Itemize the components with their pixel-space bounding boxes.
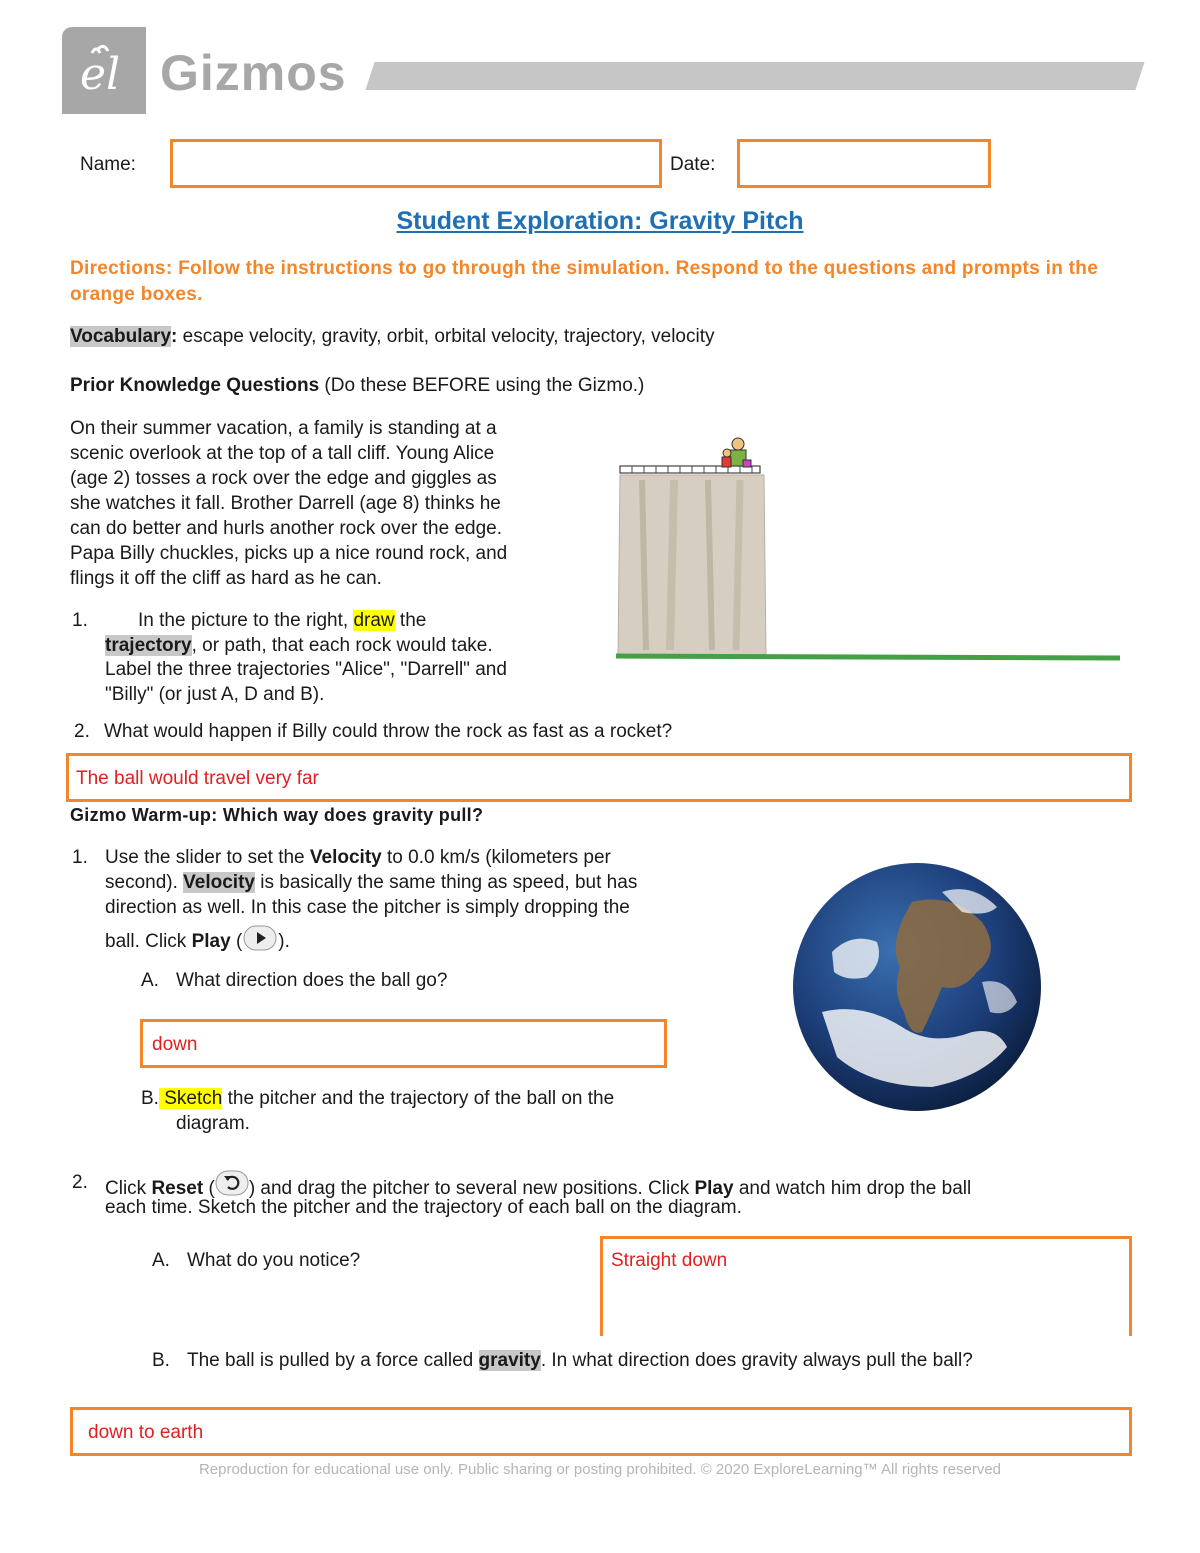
brand-logo: [62, 27, 146, 114]
warmup-q1-text: second).: [105, 872, 184, 893]
warmup-q2b-text: . In what direction does gravity always pull the ball?: [540, 1350, 973, 1371]
warmup-q1a-answer-box[interactable]: [140, 1019, 667, 1068]
warmup-q1-line4: [105, 925, 290, 954]
reset-icon: [215, 1170, 249, 1196]
reset-term: Reset: [151, 1178, 204, 1199]
q2-text: What would happen if Billy could throw the rock as fast as a rocket?: [104, 721, 673, 742]
copyright-footer: Reproduction for educational use only. Public sharing or posting prohibited. © 2020 ExploreLearning™ All rights reserved: [198, 1461, 1002, 1478]
warmup-q1-text: ).: [278, 931, 290, 952]
warmup-q1a-letter: A.: [141, 970, 159, 991]
q1-text: the: [394, 610, 427, 631]
warmup-q1-line1: [105, 845, 611, 870]
warmup-q1a-text: What direction does the ball go?: [176, 970, 448, 991]
velocity-term-highlight: Velocity: [183, 872, 255, 893]
cliff-with-family-illustration: [612, 435, 1124, 665]
warmup-q2b-answer-box[interactable]: [70, 1407, 1132, 1456]
story-paragraph: [70, 416, 507, 591]
warmup-q2a-answer: Straight down: [611, 1250, 728, 1271]
warmup-q2b-line: [187, 1348, 973, 1373]
warmup-q1a-answer: down: [152, 1034, 198, 1055]
directions-text: Directions: Follow the instructions to go through the simulation. Respond to the questions and prompts in the orange boxes.: [70, 258, 1099, 305]
story-line: (age 2) tosses a rock over the edge and giggles as: [70, 468, 497, 489]
story-line: flings it off the cliff as hard as he can.: [70, 568, 382, 589]
story-line: scenic overlook at the top of a tall cliff. Young Alice: [70, 443, 495, 464]
vocabulary-label: Vocabulary: [70, 326, 172, 347]
warmup-q2-text: (: [203, 1178, 215, 1199]
warmup-q1-text: ball. Click: [105, 931, 192, 952]
q1-text: , or path, that each rock would take.: [191, 635, 493, 656]
warmup-q2a-answer-box[interactable]: [600, 1236, 1132, 1336]
sketch-highlight: Sketch: [158, 1088, 223, 1109]
fence-rail: [620, 466, 760, 473]
story-line: can do better and hurls another rock over the edge.: [70, 518, 502, 539]
warmup-q2a-letter: A.: [152, 1250, 170, 1271]
warmup-q2-number: 2.: [72, 1172, 88, 1193]
warmup-heading: Gizmo Warm-up: Which way does gravity pull?: [70, 805, 484, 825]
name-field[interactable]: [170, 139, 662, 188]
warmup-q2-text: ) and drag the pitcher to several new positions. Click: [248, 1178, 695, 1199]
header-bar: [365, 62, 1144, 90]
q1-line1: [138, 608, 426, 633]
warmup-q1b-line: [141, 1086, 614, 1111]
story-line: Papa Billy chuckles, picks up a nice round rock, and: [70, 543, 508, 564]
warmup-q2b-letter: B.: [152, 1350, 170, 1371]
warmup-q1-line3: direction as well. In this case the pitcher is simply dropping the: [105, 897, 630, 918]
play-term: Play: [694, 1178, 734, 1199]
prior-knowledge-note: (Do these BEFORE using the Gizmo.): [319, 375, 645, 396]
prior-knowledge-heading-line: [70, 373, 644, 398]
date-field[interactable]: [737, 139, 991, 188]
trajectory-term: trajectory: [105, 635, 192, 656]
prior-knowledge-heading: Prior Knowledge Questions: [70, 375, 320, 396]
warmup-q2-text: Click: [105, 1178, 152, 1199]
earth-drawing: [792, 862, 1042, 1112]
warmup-q2b-text: The ball is pulled by a force called: [187, 1350, 479, 1371]
q1-line4: "Billy" (or just A, D and B).: [105, 684, 325, 705]
warmup-q1b-text: the pitcher and the trajectory of the ball on the: [222, 1088, 615, 1109]
warmup-q2-line2: each time. Sketch the pitcher and the trajectory of each ball on the diagram.: [105, 1197, 742, 1218]
warmup-q1-text: is basically the same thing as speed, but has: [254, 872, 638, 893]
page-title: Student Exploration: Gravity Pitch: [396, 207, 804, 235]
play-icon: [243, 925, 277, 951]
q2-answer: The ball would travel very far: [76, 768, 319, 789]
warmup-q2b-answer: down to earth: [88, 1422, 204, 1443]
q1-line3: Label the three trajectories "Alice", "Darrell" and: [105, 659, 507, 680]
name-label: Name:: [80, 154, 136, 175]
earth-globe-photo: [792, 862, 1042, 1112]
warmup-q1-line2: [105, 870, 637, 895]
date-label: Date:: [670, 154, 716, 175]
play-term: Play: [191, 931, 231, 952]
q2-number: 2.: [74, 721, 90, 742]
vocabulary-terms: escape velocity, gravity, orbit, orbital velocity, trajectory, velocity: [177, 326, 715, 347]
q1-line2: [105, 633, 493, 658]
warmup-q1-text: (: [230, 931, 243, 952]
brand-name: Gizmos: [160, 45, 347, 101]
vocabulary-colon: :: [171, 326, 178, 347]
story-line: On their summer vacation, a family is standing at a: [70, 418, 497, 439]
explorelearning-el-logo-icon: [62, 27, 146, 114]
cliff-drawing: [612, 435, 1124, 665]
vocabulary-line: [70, 324, 714, 349]
svg-text:el: el: [80, 49, 121, 100]
warmup-q2-text: and watch him drop the ball: [733, 1178, 972, 1199]
warmup-q2a-text: What do you notice?: [187, 1250, 361, 1271]
warmup-q1-number: 1.: [72, 847, 88, 868]
q1-number: 1.: [72, 610, 88, 631]
warmup-q1b-letter: B.: [141, 1088, 159, 1109]
velocity-term: Velocity: [309, 847, 382, 868]
draw-highlight: draw: [353, 610, 395, 631]
gravity-term: gravity: [478, 1350, 541, 1371]
warmup-q1-text: Use the slider to set the: [105, 847, 310, 868]
ground-line: [616, 656, 1120, 658]
story-line: she watches it fall. Brother Darrell (age 8) thinks he: [70, 493, 501, 514]
q1-text: In the picture to the right,: [138, 610, 354, 631]
warmup-q1b-line2: diagram.: [176, 1113, 250, 1134]
warmup-q1-text: to 0.0 km/s (kilometers per: [381, 847, 611, 868]
q2-answer-box[interactable]: [66, 753, 1132, 802]
